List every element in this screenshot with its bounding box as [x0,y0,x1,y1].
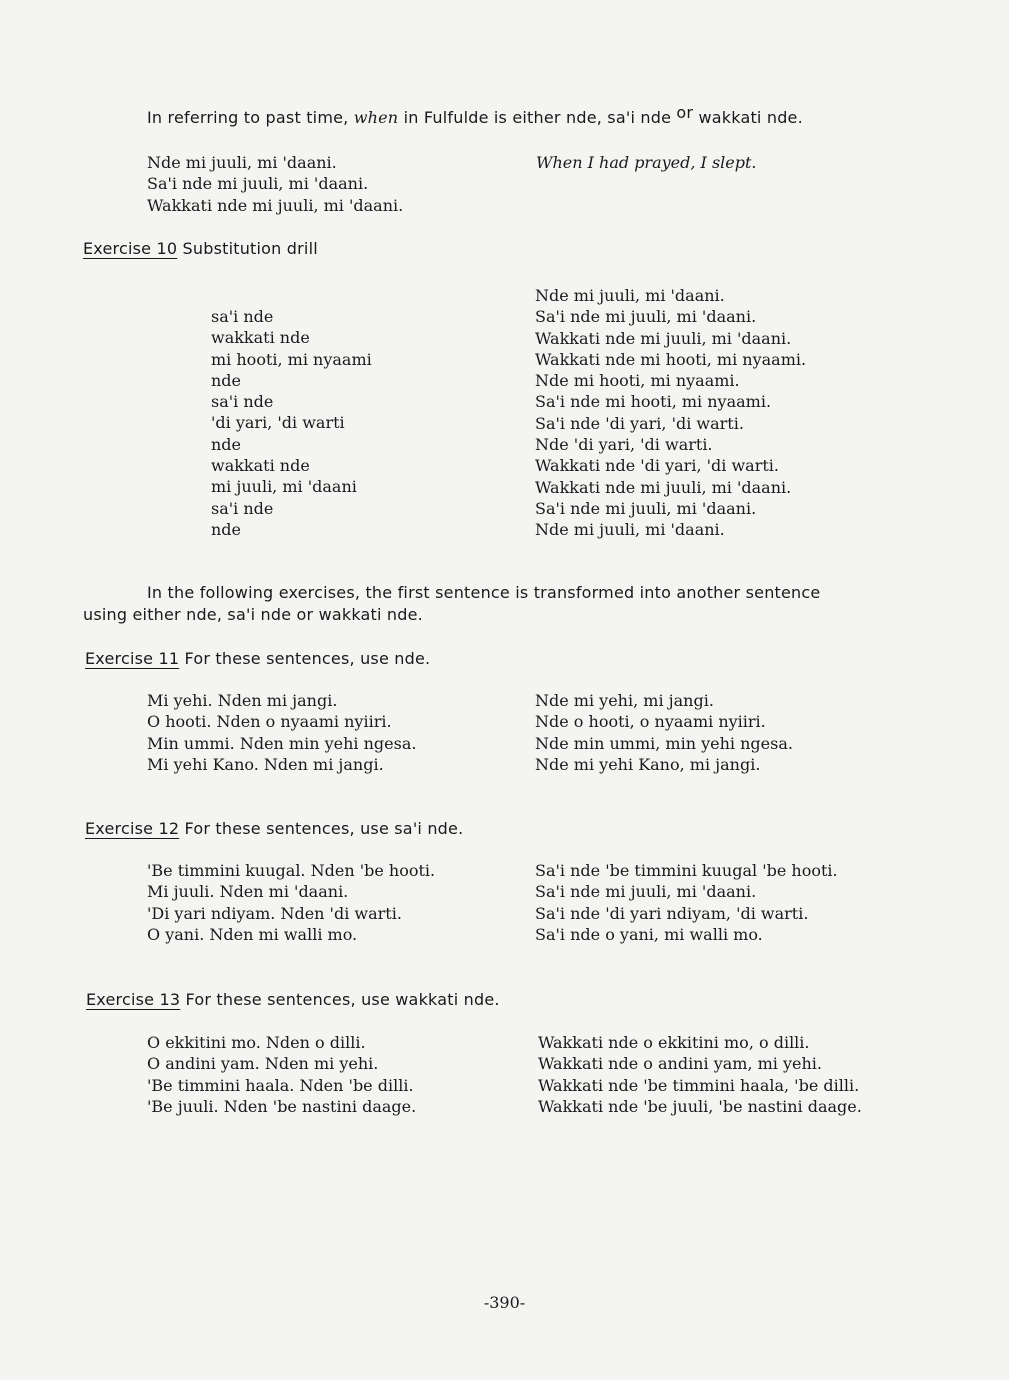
exercise-11-desc: For these sentences, use nde. [184,649,431,668]
cue: sa'i nde [211,498,274,518]
sentence: Wakkati nde o andini yam, mi yehi. [538,1054,822,1074]
cue: nde [211,434,242,454]
sentence: 'Be timmini kuugal. Nden 'be hooti. [147,861,436,880]
transform-note-line-2: using either nde, sa'i nde or wakkati nde. [83,605,423,624]
sentence: Min ummi. Nden min yehi ngesa. [147,733,417,753]
answer: Sa'i nde mi juuli, mi 'daani. [535,307,757,327]
sentence: 'Be juuli. Nden 'be nastini daage. [147,1096,417,1116]
exercise-10-desc: Substitution drill [182,239,318,258]
exercise-11-right [535,690,793,775]
exercise-11-left [147,690,416,775]
sentence: Sa'i nde 'be timmini kuugal 'be hooti. [535,861,838,880]
page-number: -390- [483,1293,526,1312]
answer: Nde mi juuli, mi 'daani. [535,520,725,540]
exercise-12-right [535,860,838,945]
exercise-10-answers [535,285,806,541]
answer: Sa'i nde mi hooti, mi nyaami. [535,392,772,412]
exercise-12-label: Exercise 12 [85,819,180,838]
cue: wakkati nde [211,456,310,476]
intro-line [147,103,803,128]
intro-term3: wakkati nde. [698,108,803,127]
exercise-11-label: Exercise 11 [85,649,180,668]
answer: Nde mi juuli, mi 'daani. [535,286,725,305]
exercise-12-left [147,860,435,945]
exercise-11-heading [85,648,430,669]
exercise-13-right [538,1032,862,1117]
answer: Sa'i nde 'di yari, 'di warti. [535,413,744,433]
sentence: Wakkati nde 'be juuli, 'be nastini daage. [538,1096,862,1116]
cue: mi juuli, mi 'daani [211,477,357,497]
cue: nde [211,519,242,539]
exercise-12-desc: For these sentences, use sa'i nde. [184,819,464,838]
sentence: Mi yehi Kano. Nden mi jangi. [147,754,384,774]
sentence: 'Di yari ndiyam. Nden 'di warti. [147,903,402,923]
intro-or: or [676,103,694,122]
exercise-12-heading [85,818,463,839]
sentence: Nde mi yehi Kano, mi jangi. [535,754,761,774]
sentence: Sa'i nde 'di yari ndiyam, 'di warti. [535,903,809,923]
exercise-13-left [147,1032,416,1117]
exercise-10-cues [211,306,372,540]
intro-terms: nde, sa'i nde [566,108,672,127]
answer: Wakkati nde mi hooti, mi nyaami. [535,349,807,369]
sentence: Sa'i nde o yani, mi walli mo. [535,924,763,944]
sentence: Sa'i nde mi juuli, mi 'daani. [535,882,757,902]
sentence: O ekkitini mo. Nden o dilli. [147,1033,366,1052]
answer: Nde mi hooti, mi nyaami. [535,371,740,391]
intro-text-1: In referring to past time, [147,108,349,127]
example-line: Sa'i nde mi juuli, mi 'daani. [147,174,369,194]
example-line: Wakkati nde mi juuli, mi 'daani. [147,195,404,215]
exercise-10-label: Exercise 10 [83,239,178,258]
answer: Wakkati nde mi juuli, mi 'daani. [535,328,792,348]
intro-text-2: in Fulfulde is either [403,108,561,127]
sentence: Mi yehi. Nden mi jangi. [147,691,338,710]
example-line: Nde mi juuli, mi 'daani. [147,153,337,172]
exercise-13-desc: For these sentences, use wakkati nde. [185,990,500,1009]
sentence: Wakkati nde o ekkitini mo, o dilli. [538,1033,810,1052]
exercise-10-heading [83,238,318,259]
answer: Sa'i nde mi juuli, mi 'daani. [535,498,757,518]
sentence: O hooti. Nden o nyaami nyiiri. [147,712,392,732]
sentence: Wakkati nde 'be timmini haala, 'be dilli. [538,1075,860,1095]
exercise-13-label: Exercise 13 [86,990,181,1009]
answer: Nde 'di yari, 'di warti. [535,435,713,455]
sentence: O yani. Nden mi walli mo. [147,924,358,944]
transform-note-line-1: In the following exercises, the first sentence is transformed into another sentence [147,583,821,602]
intro-when: when [353,108,399,127]
cue: wakkati nde [211,328,310,348]
sentence: 'Be timmini haala. Nden 'be dilli. [147,1075,414,1095]
example-translation: When I had prayed, I slept. [536,153,757,172]
exercise-13-heading [86,989,500,1010]
cue: sa'i nde [211,307,274,326]
cue: mi hooti, mi nyaami [211,349,372,369]
example-left [147,152,403,216]
cue: 'di yari, 'di warti [211,413,345,433]
cue: sa'i nde [211,392,274,412]
answer: Wakkati nde 'di yari, 'di warti. [535,456,779,476]
sentence: Nde min ummi, min yehi ngesa. [535,733,793,753]
sentence: Mi juuli. Nden mi 'daani. [147,882,349,902]
cue: nde [211,370,242,390]
sentence: Nde mi yehi, mi jangi. [535,691,714,710]
sentence: Nde o hooti, o nyaami nyiiri. [535,712,766,732]
sentence: O andini yam. Nden mi yehi. [147,1054,379,1074]
answer: Wakkati nde mi juuli, mi 'daani. [535,477,792,497]
